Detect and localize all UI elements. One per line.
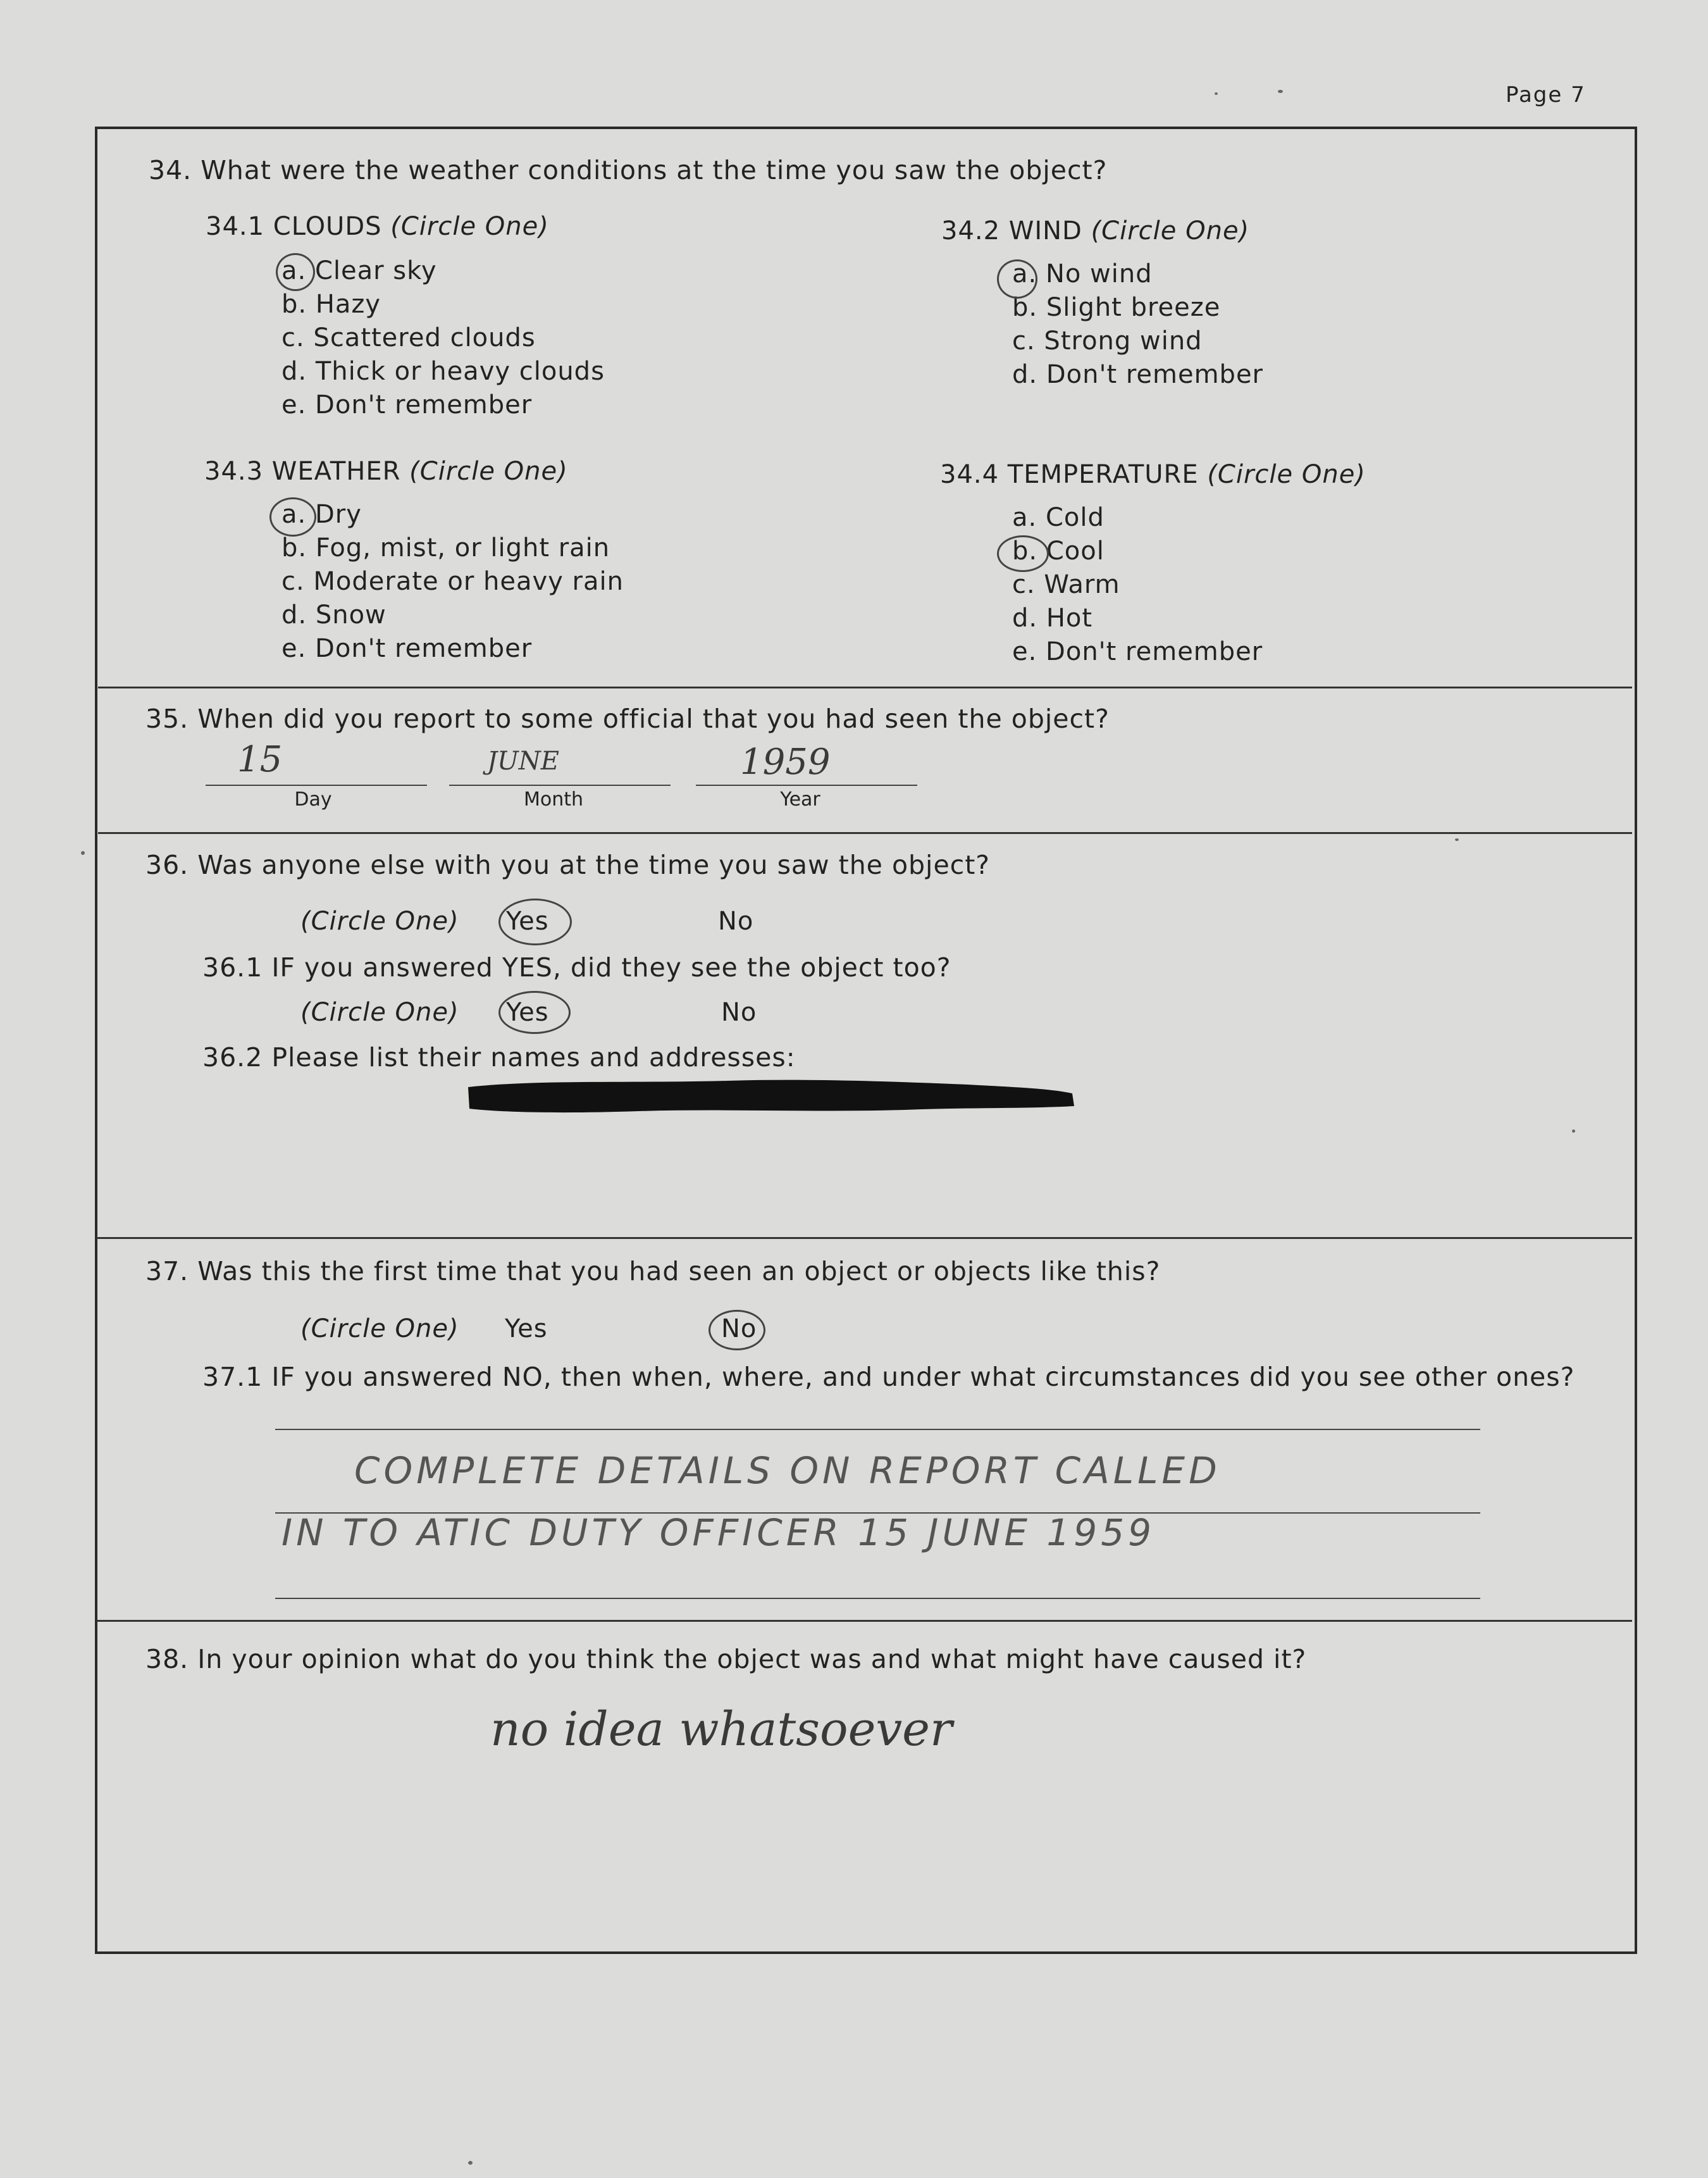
divider-35-36	[98, 832, 1632, 834]
speck	[1572, 1129, 1575, 1133]
clouds-option-a[interactable]: a. Clear sky	[282, 256, 437, 285]
q37-no-option[interactable]: No	[721, 1314, 757, 1343]
temperature-option-d[interactable]: d. Hot	[1012, 604, 1093, 633]
day-underline	[206, 785, 427, 786]
speck	[1215, 92, 1218, 95]
year-label: Year	[780, 788, 820, 811]
weather-option-c[interactable]: c. Moderate or heavy rain	[282, 567, 624, 596]
weather-label: 34.3 WEATHER	[204, 457, 401, 486]
q36-yes-option[interactable]: Yes	[506, 907, 549, 936]
clouds-label: 34.1 CLOUDS	[206, 212, 382, 241]
wind-instruction: (Circle One)	[1091, 216, 1250, 246]
temperature-label: 34.4 TEMPERATURE	[940, 460, 1199, 489]
speck	[1278, 90, 1283, 93]
q37-instruction: (Circle One)	[300, 1314, 459, 1343]
divider-34-35	[98, 687, 1632, 688]
wind-option-c[interactable]: c. Strong wind	[1012, 327, 1203, 356]
temperature-answer-circle	[997, 535, 1049, 572]
q36-1-answer-circle	[498, 991, 571, 1034]
q37-1-answer-line-1[interactable]: COMPLETE DETAILS ON REPORT CALLED	[354, 1449, 1221, 1492]
day-label: Day	[294, 788, 332, 811]
q37-1-line-3	[275, 1598, 1480, 1599]
wind-answer-circle	[997, 259, 1037, 299]
question-35: 35. When did you report to some official that you had seen the object?	[145, 704, 1110, 734]
q37-answer-circle	[709, 1310, 765, 1350]
question-37-1: 37.1 IF you answered NO, then when, where, and under what circumstances did you see other ones?	[202, 1362, 1575, 1392]
q37-1-answer-line-2[interactable]: IN TO ATIC DUTY OFFICER 15 JUNE 1959	[282, 1511, 1156, 1554]
speck	[81, 851, 85, 855]
report-day-value[interactable]: 15	[237, 739, 283, 780]
redaction-bar	[462, 1076, 1075, 1115]
wind-option-a[interactable]: a. No wind	[1012, 259, 1153, 289]
weather-option-e[interactable]: e. Don't remember	[282, 634, 533, 663]
wind-label: 34.2 WIND	[941, 216, 1082, 246]
speck	[1455, 838, 1459, 841]
q36-answer-circle	[498, 899, 572, 945]
weather-answer-circle	[269, 497, 316, 537]
temperature-instruction: (Circle One)	[1207, 460, 1366, 489]
weather-option-d[interactable]: d. Snow	[282, 601, 387, 630]
month-underline	[449, 785, 671, 786]
temperature-option-e[interactable]: e. Don't remember	[1012, 637, 1263, 666]
question-36-2: 36.2 Please list their names and addresses:	[202, 1042, 796, 1073]
temperature-option-a[interactable]: a. Cold	[1012, 503, 1105, 532]
q37-1-line-1	[275, 1429, 1480, 1430]
q36-1-no-option[interactable]: No	[721, 998, 757, 1027]
report-month-value[interactable]: JUNE	[487, 747, 559, 776]
clouds-instruction: (Circle One)	[390, 212, 549, 241]
year-underline	[696, 785, 917, 786]
question-36-1: 36.1 IF you answered YES, did they see the object too?	[202, 952, 951, 983]
q37-yes-option[interactable]: Yes	[505, 1314, 548, 1343]
q36-1-instruction: (Circle One)	[300, 998, 459, 1027]
q36-1-yes-option[interactable]: Yes	[506, 998, 549, 1027]
q38-answer[interactable]: no idea whatsoever	[490, 1702, 953, 1757]
divider-36-37	[96, 1237, 1632, 1239]
question-38: 38. In your opinion what do you think the object was and what might have caused it?	[145, 1644, 1307, 1674]
clouds-option-e[interactable]: e. Don't remember	[282, 390, 533, 420]
question-36: 36. Was anyone else with you at the time you saw the object?	[145, 850, 991, 880]
weather-option-b[interactable]: b. Fog, mist, or light rain	[282, 533, 610, 563]
temperature-option-c[interactable]: c. Warm	[1012, 570, 1120, 599]
page-number: Page 7	[1506, 82, 1586, 108]
q36-instruction: (Circle One)	[300, 907, 459, 936]
weather-option-a[interactable]: a. Dry	[282, 500, 362, 529]
question-34: 34. What were the weather conditions at the time you saw the object?	[149, 155, 1108, 185]
clouds-option-c[interactable]: c. Scattered clouds	[282, 323, 536, 352]
temperature-option-b[interactable]: b. Cool	[1012, 537, 1105, 566]
divider-37-38	[96, 1620, 1632, 1622]
question-37: 37. Was this the first time that you had seen an object or objects like this?	[145, 1256, 1161, 1286]
clouds-option-b[interactable]: b. Hazy	[282, 290, 381, 319]
wind-option-d[interactable]: d. Don't remember	[1012, 360, 1263, 389]
report-year-value[interactable]: 1959	[740, 742, 831, 783]
speck	[468, 2161, 473, 2165]
wind-option-b[interactable]: b. Slight breeze	[1012, 293, 1221, 322]
month-label: Month	[523, 788, 584, 811]
clouds-option-d[interactable]: d. Thick or heavy clouds	[282, 357, 605, 386]
clouds-answer-circle	[276, 253, 315, 291]
weather-instruction: (Circle One)	[409, 457, 568, 486]
q36-no-option[interactable]: No	[718, 907, 754, 936]
